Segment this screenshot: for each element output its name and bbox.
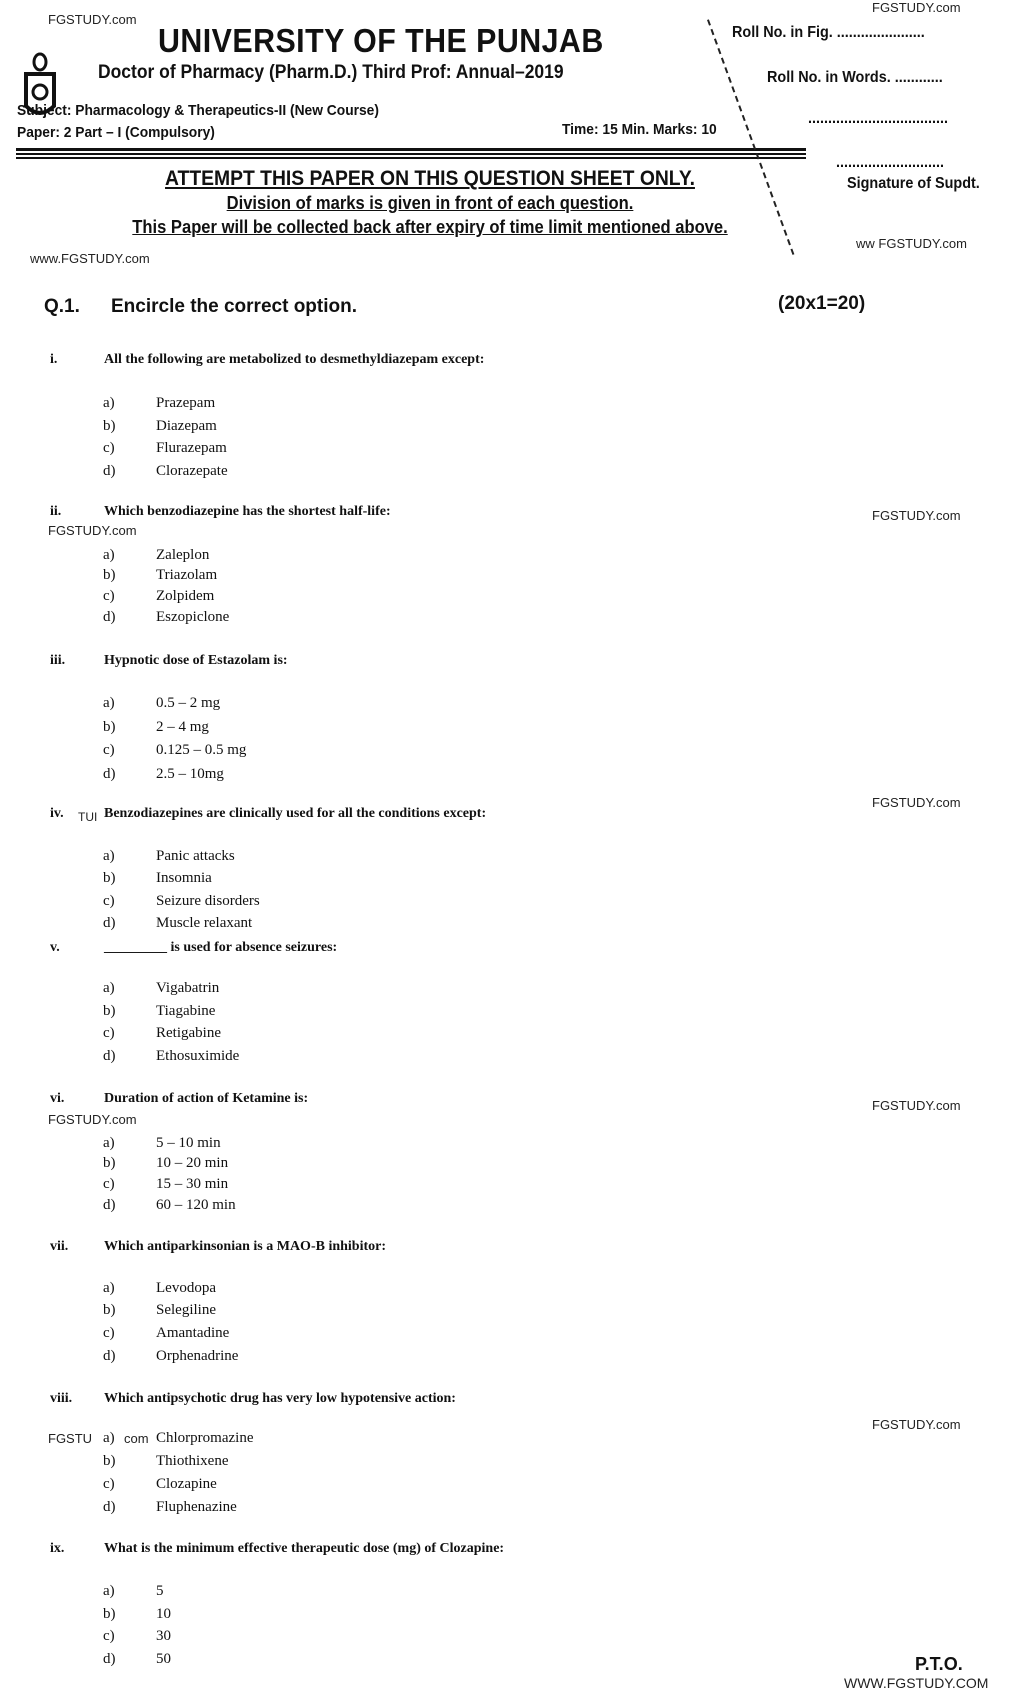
- option-text[interactable]: Triazolam: [156, 567, 218, 583]
- option-text[interactable]: Levodopa: [156, 1280, 216, 1296]
- option-text[interactable]: Flurazepam: [156, 440, 227, 456]
- option-text[interactable]: 60 – 120 min: [156, 1197, 236, 1213]
- option-letter: a): [103, 395, 115, 411]
- question-text: Which antiparkinsonian is a MAO-B inhibitor:: [104, 1239, 387, 1254]
- section-number: Q.1.: [44, 296, 80, 317]
- option-text[interactable]: Prazepam: [156, 395, 216, 411]
- university-title: UNIVERSITY OF THE PUNJAB: [158, 22, 604, 59]
- option-text[interactable]: 30: [156, 1628, 171, 1644]
- watermark: WWW.FGSTUDY.COM: [844, 1675, 989, 1691]
- option-letter: d): [103, 1651, 116, 1667]
- option-letter: c): [103, 1025, 115, 1041]
- option-text[interactable]: Clorazepate: [156, 463, 228, 479]
- option-letter: d): [103, 1499, 116, 1515]
- option-text[interactable]: Thiothixene: [156, 1453, 229, 1469]
- option-letter: c): [103, 1628, 115, 1644]
- question-number: iii.: [50, 653, 66, 668]
- option-text[interactable]: 0.5 – 2 mg: [156, 695, 221, 711]
- signature-label: Signature of Supdt.: [847, 175, 980, 192]
- option-text[interactable]: 15 – 30 min: [156, 1176, 229, 1192]
- option-letter: a): [103, 980, 115, 996]
- option-letter: d): [103, 1348, 116, 1364]
- question-text: Which benzodiazepine has the shortest half-life:: [104, 504, 391, 519]
- option-letter: d): [103, 915, 116, 931]
- option-letter: a): [103, 547, 115, 563]
- time-marks: Time: 15 Min. Marks: 10: [562, 121, 717, 138]
- question-text: Duration of action of Ketamine is:: [104, 1091, 309, 1106]
- question-text: What is the minimum effective therapeutic dose (mg) of Clozapine:: [104, 1541, 505, 1556]
- option-text[interactable]: Orphenadrine: [156, 1348, 239, 1364]
- option-letter: d): [103, 1048, 116, 1064]
- option-letter: c): [103, 1176, 115, 1192]
- question-number: i.: [50, 352, 58, 367]
- watermark: FGSTU: [48, 1431, 93, 1446]
- option-text[interactable]: 0.125 – 0.5 mg: [156, 742, 247, 758]
- watermark: FGSTUDY.com: [872, 795, 961, 810]
- option-letter: a): [103, 1430, 115, 1446]
- option-letter: b): [103, 870, 116, 886]
- signature-line: ...........................: [836, 154, 945, 171]
- watermark: FGSTUDY.com: [872, 0, 961, 15]
- option-text[interactable]: Zolpidem: [156, 588, 215, 604]
- watermark: FGSTUDY.com: [872, 508, 961, 523]
- watermark: FGSTUDY.com: [872, 1098, 961, 1113]
- option-text[interactable]: 10: [156, 1606, 171, 1622]
- option-text[interactable]: Amantadine: [156, 1325, 230, 1341]
- option-letter: a): [103, 1583, 115, 1599]
- option-text[interactable]: Seizure disorders: [156, 893, 260, 909]
- option-letter: b): [103, 719, 116, 735]
- option-text[interactable]: 5: [156, 1583, 164, 1599]
- option-text[interactable]: Muscle relaxant: [156, 915, 253, 931]
- question-number: vi.: [50, 1091, 65, 1106]
- option-letter: b): [103, 1003, 116, 1019]
- option-text[interactable]: Clozapine: [156, 1476, 217, 1492]
- question-text: Which antipsychotic drug has very low hypotensive action:: [104, 1391, 456, 1406]
- notice-collected: This Paper will be collected back after expiry of time limit mentioned above.: [132, 217, 728, 237]
- option-letter: b): [103, 1606, 116, 1622]
- option-text[interactable]: Selegiline: [156, 1302, 216, 1318]
- option-letter: c): [103, 1325, 115, 1341]
- watermark: www.FGSTUDY.com: [30, 251, 150, 266]
- option-text[interactable]: 50: [156, 1651, 171, 1667]
- program-title: Doctor of Pharmacy (Pharm.D.) Third Prof: Annual–2019: [98, 62, 564, 83]
- option-letter: d): [103, 766, 116, 782]
- option-letter: b): [103, 567, 116, 583]
- question-number: ix.: [50, 1541, 65, 1556]
- option-text[interactable]: 2.5 – 10mg: [156, 766, 224, 782]
- option-text[interactable]: Retigabine: [156, 1025, 221, 1041]
- question-number: viii.: [50, 1391, 73, 1406]
- option-text[interactable]: Tiagabine: [156, 1003, 216, 1019]
- option-text[interactable]: Fluphenazine: [156, 1499, 237, 1515]
- option-text[interactable]: Zaleplon: [156, 547, 210, 563]
- question-number: ii.: [50, 504, 62, 519]
- section-marks: (20x1=20): [778, 293, 866, 314]
- question-text: Hypnotic dose of Estazolam is:: [104, 653, 288, 668]
- option-text[interactable]: Ethosuximide: [156, 1048, 240, 1064]
- option-letter: a): [103, 1135, 115, 1151]
- watermark: com: [124, 1431, 149, 1446]
- watermark: TUI: [78, 810, 98, 824]
- notice-attempt: ATTEMPT THIS PAPER ON THIS QUESTION SHEET ONLY.: [165, 167, 695, 190]
- option-text[interactable]: 10 – 20 min: [156, 1155, 229, 1171]
- question-text: All the following are metabolized to desmethyldiazepam except:: [104, 352, 485, 367]
- option-text[interactable]: 5 – 10 min: [156, 1135, 221, 1151]
- option-letter: d): [103, 609, 116, 625]
- option-text[interactable]: Vigabatrin: [156, 980, 220, 996]
- option-letter: d): [103, 463, 116, 479]
- option-letter: d): [103, 1197, 116, 1213]
- watermark: FGSTUDY.com: [48, 1112, 137, 1127]
- watermark: FGSTUDY.com: [872, 1417, 961, 1432]
- option-text[interactable]: Chlorpromazine: [156, 1430, 254, 1446]
- option-letter: a): [103, 695, 115, 711]
- section-instruction: Encircle the correct option.: [111, 296, 357, 317]
- option-letter: a): [103, 1280, 115, 1296]
- option-text[interactable]: Eszopiclone: [156, 609, 230, 625]
- option-letter: c): [103, 893, 115, 909]
- roll-no-figures-field[interactable]: Roll No. in Fig. ......................: [732, 24, 925, 41]
- option-text[interactable]: Insomnia: [156, 870, 212, 886]
- option-text[interactable]: Panic attacks: [156, 848, 235, 864]
- option-letter: b): [103, 1453, 116, 1469]
- question-number: v.: [50, 940, 60, 955]
- option-letter: b): [103, 1302, 116, 1318]
- option-text[interactable]: Diazepam: [156, 418, 217, 434]
- watermark: FGSTUDY.com: [48, 523, 137, 538]
- option-letter: a): [103, 848, 115, 864]
- question-text: Benzodiazepines are clinically used for all the conditions except:: [104, 806, 487, 821]
- option-letter: b): [103, 1155, 116, 1171]
- option-letter: c): [103, 440, 115, 456]
- blank-line: ...................................: [808, 110, 949, 127]
- option-letter: c): [103, 588, 115, 604]
- option-text[interactable]: 2 – 4 mg: [156, 719, 209, 735]
- watermark: FGSTUDY.com: [48, 12, 137, 27]
- pto-label: P.T.O.: [915, 1654, 963, 1674]
- roll-no-words-field[interactable]: Roll No. in Words. ............: [767, 69, 943, 86]
- subject-line: Subject: Pharmacology & Therapeutics-II (New Course): [17, 102, 379, 119]
- question-number: iv.: [50, 806, 64, 821]
- paper-line: Paper: 2 Part – I (Compulsory): [17, 124, 215, 141]
- option-letter: c): [103, 742, 115, 758]
- question-number: vii.: [50, 1239, 69, 1254]
- option-letter: b): [103, 418, 116, 434]
- option-letter: c): [103, 1476, 115, 1492]
- notice-division: Division of marks is given in front of each question.: [226, 193, 634, 213]
- question-text: _________ is used for absence seizures:: [104, 940, 338, 955]
- watermark: ww FGSTUDY.com: [856, 236, 967, 251]
